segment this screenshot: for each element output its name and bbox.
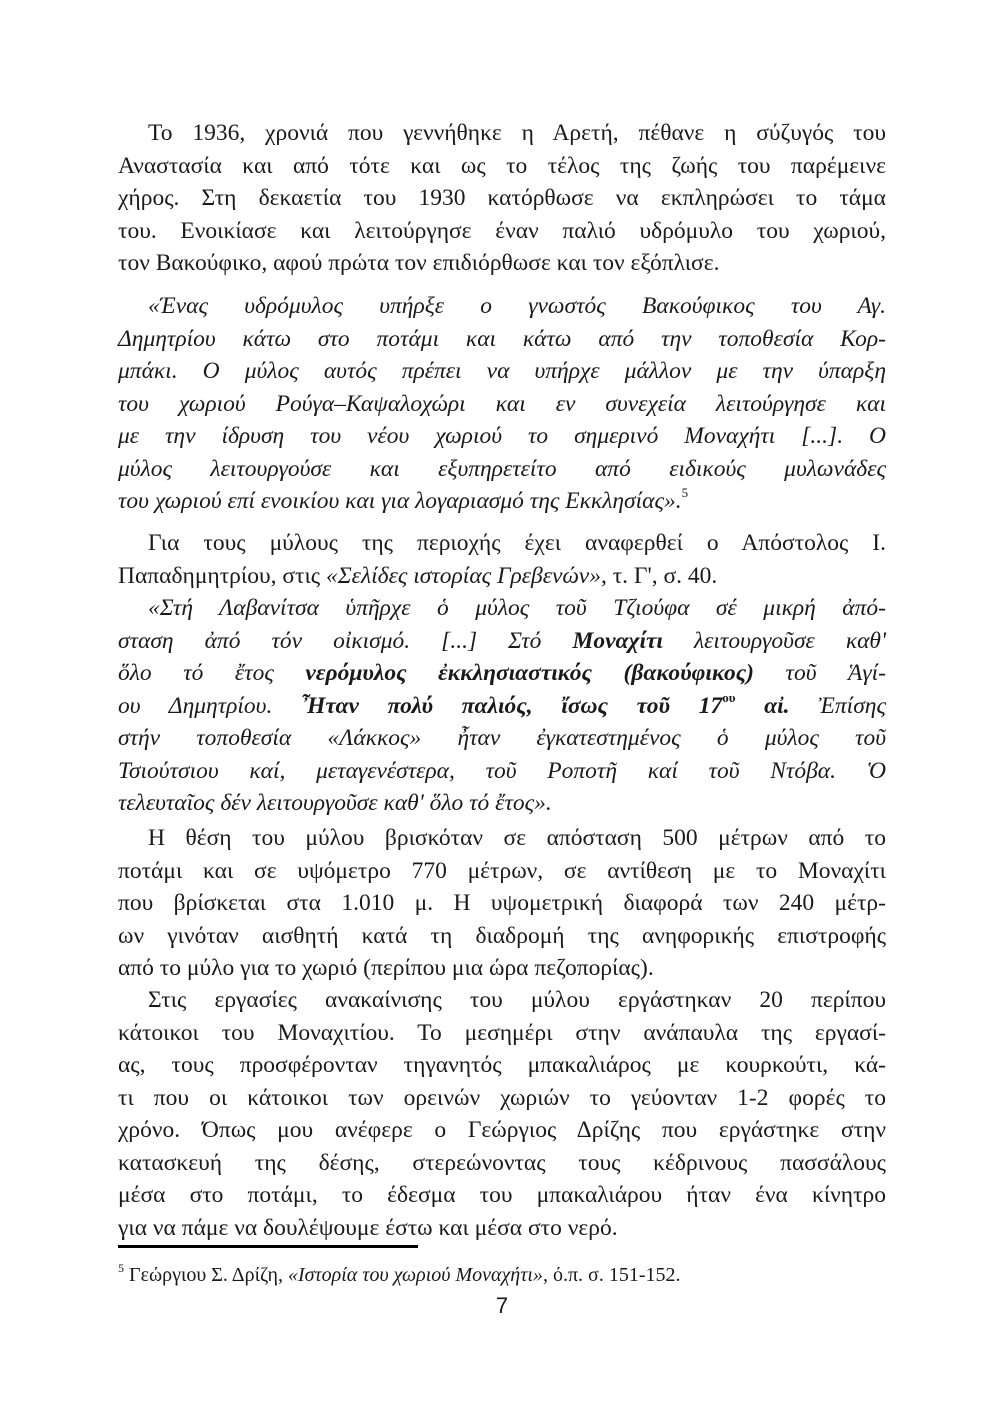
- quote-line: στήν τοποθεσία «Λάκκος» ἦταν ἐγκατεστημένος ὁ μύλος τοῦ: [118, 725, 886, 751]
- bold-run: [301, 689, 790, 719]
- quote-line: μπάκι. Ο μύλος αυτός πρέπει να υπήρχε μάλλον με την ύπαρξη: [118, 358, 886, 384]
- quote-line: [118, 485, 886, 518]
- bold-run: νερόμυλος ἐκκλησιαστικός (βακούφικος): [305, 660, 755, 686]
- text-run: ὅλο τό ἔτος: [118, 660, 306, 686]
- superscript: ου: [722, 689, 736, 705]
- book-title: «Σελίδες ιστορίας Γρεβενών»: [325, 562, 601, 589]
- text-line: Η θέση του μύλου βρισκόταν σε απόσταση 500 μέτρων από το: [148, 825, 886, 851]
- footnote: [118, 1262, 886, 1288]
- text-line: του. Ενοικίασε και λειτούργησε έναν παλιό υδρόμυλο του χωριού,: [118, 217, 886, 244]
- text-run: τοῦ Ἁγί-: [754, 660, 886, 686]
- footnote-number: 5: [118, 1261, 124, 1275]
- text-line: ας, τους προσφέρονταν τηγανητός μπακαλιάρος με κουρκούτι, κά-: [118, 1052, 886, 1078]
- bold-run: Μοναχίτι: [572, 627, 663, 654]
- text-line: τι που οι κάτοικοι των ορεινών χωριών το γεύονταν 1-2 φορές το: [118, 1084, 886, 1111]
- text-run: , ό.π. σ. 151-152.: [542, 1264, 681, 1286]
- quote-1: [118, 290, 886, 518]
- quote-line: Δημητρίου κάτω στο ποτάμι και κάτω από την τοποθεσία Κορ-: [118, 325, 886, 352]
- quote-line: τελευταῖος δέν λειτουργοῦσε καθ' ὅλο τό ἔτος».: [118, 790, 552, 816]
- quote-line: «Ένας υδρόμυλος υπήρξε ο γνωστός Βακούφικος του Αγ.: [148, 293, 886, 319]
- text-line: Αναστασία και από τότε και ως το τέλος της ζωής του παρέμεινε: [118, 152, 886, 179]
- text-line: για να πάμε να δουλέψουμε έστω και μέσα στο νερό.: [118, 1214, 618, 1241]
- text-run: Ἦταν πολύ παλιός, ἴσως τοῦ 17: [301, 692, 723, 719]
- text-line: από το μύλο για το χωριό (περίπου μια ώρα πεζοπορίας).: [118, 955, 654, 981]
- page-number: 7: [495, 1293, 509, 1318]
- quote-2: [118, 592, 886, 820]
- quote-line: [118, 657, 886, 690]
- text-line: χρόνο. Όπως μου ανέφερε ο Γεώργιος Δρίζης που εργάστηκε στην: [118, 1117, 886, 1143]
- text-line: χήρος. Στη δεκαετία του 1930 κατόρθωσε να εκπληρώσει το τάμα: [118, 185, 886, 211]
- text-line: Στις εργασίες ανακαίνισης του μύλου εργάστηκαν 20 περίπου: [148, 987, 886, 1013]
- quote-line: μύλος λειτουργούσε και εξυπηρετείτο από ειδικούς μυλωνάδες: [118, 455, 886, 482]
- text-line: Το 1936, χρονιά που γεννήθηκε η Αρετή, πέθανε η σύζυγός του: [148, 120, 886, 146]
- text-run: αἰ.: [735, 692, 790, 719]
- paragraph-2: [118, 527, 886, 592]
- text-line: κάτοικοι του Μοναχιτίου. Το μεσημέρι στην ανάπαυλα της εργασί-: [118, 1019, 886, 1046]
- paragraph-3: [118, 822, 886, 985]
- text-line: [118, 560, 886, 593]
- quote-line: του χωριού Ρούγα–Καψαλοχώρι και εν συνεχεία λειτούργησε και: [118, 390, 886, 417]
- text-run: σταση ἀπό τόν οἰκισμό. [...] Στό: [118, 627, 573, 654]
- quote-line: Τσιούτσιου καί, μεταγενέστερα, τοῦ Ροποτῆ καί τοῦ Ντόβα. Ὁ: [118, 757, 886, 784]
- text-run: , τ. Γ', σ. 40.: [600, 562, 718, 589]
- text-line: που βρίσκεται στα 1.010 μ. Η υψομετρική διαφορά των 240 μέτρ-: [118, 890, 886, 916]
- text-run: λειτουργοῦσε καθ': [662, 627, 886, 654]
- paragraph-4: [118, 984, 886, 1244]
- text-line: Για τους μύλους της περιοχής έχει αναφερθεί ο Απόστολος Ι.: [148, 530, 886, 556]
- quote-line: [118, 690, 886, 723]
- text-line: ων γινόταν αισθητή κατά τη διαδρομή της ανηφορικής επιστροφής: [118, 922, 886, 949]
- footnote-reference[interactable]: 5: [681, 485, 689, 500]
- text-line: τον Βακούφικο, αφού πρώτα τον επιδιόρθωσε και τον εξόπλισε.: [118, 250, 720, 276]
- footnote-divider: [118, 1245, 418, 1248]
- text-line: μέσα στο ποτάμι, το έδεσμα του μπακαλιάρου ήταν ένα κίνητρο: [118, 1182, 886, 1208]
- text-run: Ἐπίσης: [789, 692, 886, 719]
- quote-line: «Στή Λαβανίτσα ὑπῆρχε ὁ μύλος τοῦ Τζιούφα σέ μικρή ἀπό-: [148, 595, 886, 621]
- quote-line: με την ίδρυση του νέου χωριού το σημερινό Μοναχήτι [...]. Ο: [118, 423, 886, 449]
- text-run: ου Δημητρίου.: [118, 692, 302, 719]
- quote-line-text: του χωριού επί ενοικίου και για λογαριασμό της Εκκλησίας».: [118, 488, 682, 514]
- quote-line: [118, 625, 886, 658]
- text-run: Γεώργιου Σ. Δρίζη,: [124, 1264, 288, 1286]
- text-line: κατασκευή της δέσης, στερεώνοντας τους κέδρινους πασσάλους: [118, 1149, 886, 1176]
- text-line: ποτάμι και σε υψόμετρο 770 μέτρων, σε αντίθεση με το Μοναχίτι: [118, 857, 886, 884]
- text-run: Παπαδημητρίου, στις: [118, 562, 326, 589]
- paragraph-1: [118, 117, 886, 280]
- book-title: «Ιστορία του χωριού Μοναχήτι»: [287, 1264, 543, 1286]
